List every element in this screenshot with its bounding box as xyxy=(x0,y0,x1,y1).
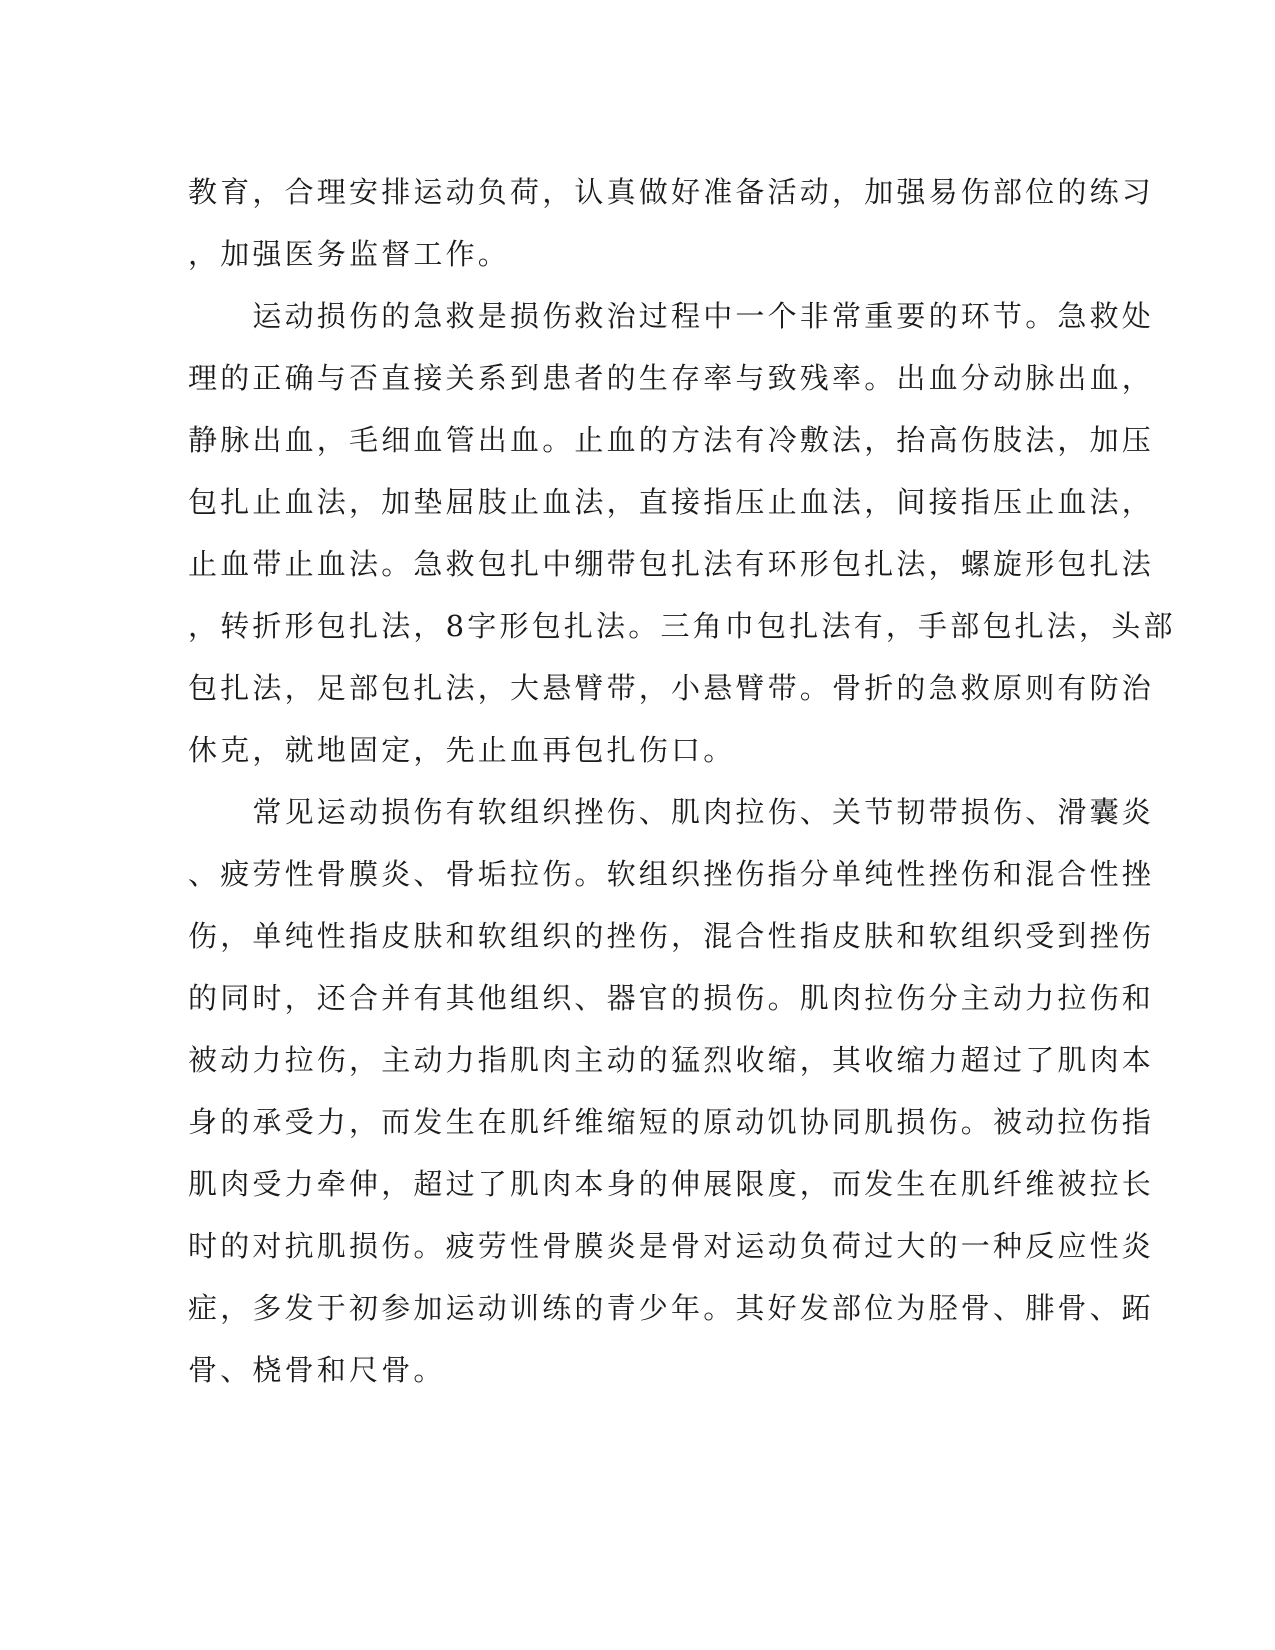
paragraph-3-line-1: 常见运动损伤有软组织挫伤、肌肉拉伤、关节韧带损伤、滑囊炎 xyxy=(188,795,1155,829)
paragraph-2-line-3: 静脉出血，毛细血管出血。止血的方法有冷敷法，抬高伤肢法，加压 xyxy=(188,423,1155,457)
paragraph-2-line-6: ，转折形包扎法，8字形包扎法。三角巾包扎法有，手部包扎法，头部 xyxy=(188,609,1176,643)
paragraph-2-line-8: 休克，就地固定，先止血再包扎伤口。 xyxy=(188,733,736,767)
paragraph-3-line-8: 时的对抗肌损伤。疲劳性骨膜炎是骨对运动负荷过大的一种反应性炎 xyxy=(188,1229,1155,1263)
paragraph-1-line-1: 教育，合理安排运动负荷，认真做好准备活动，加强易伤部位的练习 xyxy=(188,175,1155,209)
paragraph-2-line-5: 止血带止血法。急救包扎中绷带包扎法有环形包扎法，螺旋形包扎法 xyxy=(188,547,1155,581)
paragraph-3-line-7: 肌肉受力牵伸，超过了肌肉本身的伸展限度，而发生在肌纤维被拉长 xyxy=(188,1167,1155,1201)
paragraph-2-line-2: 理的正确与否直接关系到患者的生存率与致残率。出血分动脉出血， xyxy=(188,361,1155,395)
paragraph-3-line-3: 伤，单纯性指皮肤和软组织的挫伤，混合性指皮肤和软组织受到挫伤 xyxy=(188,919,1155,953)
paragraph-2-line-1: 运动损伤的急救是损伤救治过程中一个非常重要的环节。急救处 xyxy=(188,299,1155,333)
paragraph-2-line-4: 包扎止血法，加垫屈肢止血法，直接指压止血法，间接指压止血法， xyxy=(188,485,1155,519)
paragraph-3-line-2: 、疲劳性骨膜炎、骨垢拉伤。软组织挫伤指分单纯性挫伤和混合性挫 xyxy=(188,857,1155,891)
document-body xyxy=(188,161,1176,1401)
paragraph-3-line-10: 骨、桡骨和尺骨。 xyxy=(188,1353,446,1387)
paragraph-3-line-6: 身的承受力，而发生在肌纤维缩短的原动饥协同肌损伤。被动拉伤指 xyxy=(188,1105,1155,1139)
paragraph-2-line-7: 包扎法，足部包扎法，大悬臂带，小悬臂带。骨折的急救原则有防治 xyxy=(188,671,1155,705)
paragraph-3-line-4: 的同时，还合并有其他组织、器官的损伤。肌肉拉伤分主动力拉伤和 xyxy=(188,981,1155,1015)
paragraph-3-line-5: 被动力拉伤，主动力指肌肉主动的猛烈收缩，其收缩力超过了肌肉本 xyxy=(188,1043,1155,1077)
paragraph-3-line-9: 症，多发于初参加运动训练的青少年。其好发部位为胫骨、腓骨、跖 xyxy=(188,1291,1155,1325)
paragraph-1-line-2: ，加强医务监督工作。 xyxy=(188,237,511,271)
